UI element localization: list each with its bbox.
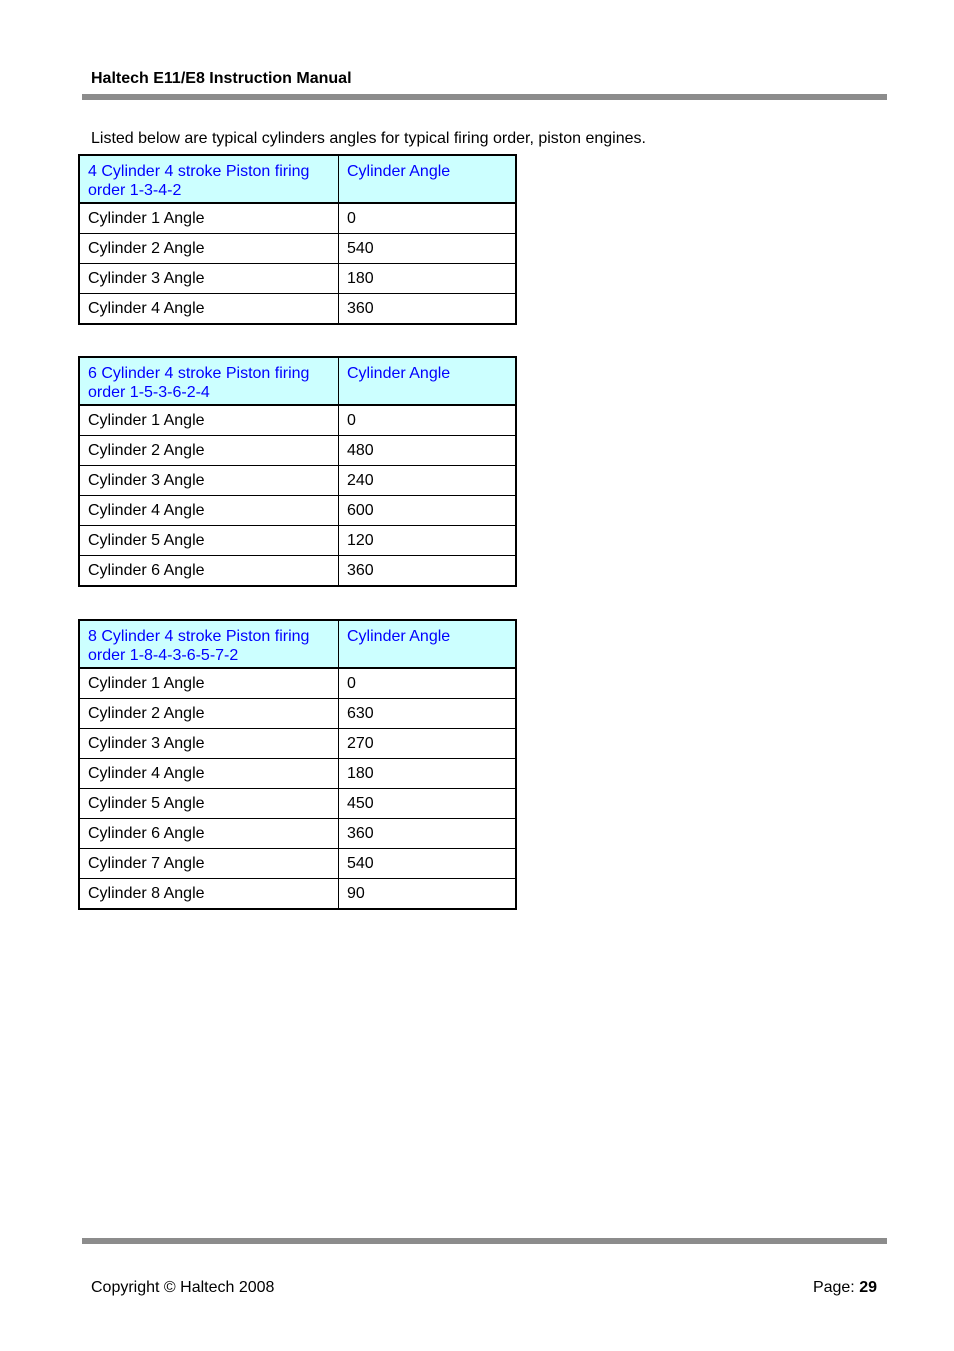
cylinder-angle-table-8cyl <box>78 619 517 910</box>
table-cell: 540 <box>339 234 517 264</box>
intro-paragraph: Listed below are typical cylinders angles for typical firing order, piston engines. <box>91 130 646 147</box>
table-row <box>79 729 516 759</box>
page-number: 29 <box>859 1279 877 1296</box>
table-cell: Cylinder 4 Angle <box>79 759 339 789</box>
table-cell: 450 <box>339 789 517 819</box>
table-row <box>79 699 516 729</box>
footer-page-indicator <box>813 1279 877 1297</box>
table-row <box>79 759 516 789</box>
table-cell: Cylinder 4 Angle <box>79 294 339 325</box>
table-cell: 0 <box>339 668 517 699</box>
table-cell: 270 <box>339 729 517 759</box>
table-cell: Cylinder 6 Angle <box>79 819 339 849</box>
table-cell: 120 <box>339 526 517 556</box>
table-cell: Cylinder 5 Angle <box>79 789 339 819</box>
table-cell: Cylinder 1 Angle <box>79 668 339 699</box>
table-row <box>79 234 516 264</box>
table-header-cell: Cylinder Angle <box>339 620 517 668</box>
table-header-row <box>79 155 516 203</box>
cylinder-angle-table-6cyl <box>78 356 517 587</box>
table-header-cell: Cylinder Angle <box>339 155 517 203</box>
table-row <box>79 849 516 879</box>
table-cell: Cylinder 8 Angle <box>79 879 339 910</box>
table-row <box>79 526 516 556</box>
table-cell: Cylinder 1 Angle <box>79 405 339 436</box>
table-row <box>79 668 516 699</box>
table-cell: Cylinder 7 Angle <box>79 849 339 879</box>
table-row <box>79 203 516 234</box>
table-cell: 180 <box>339 264 517 294</box>
table-cell: 360 <box>339 819 517 849</box>
table-cell: Cylinder 5 Angle <box>79 526 339 556</box>
table-row <box>79 405 516 436</box>
table-header-cell: Cylinder Angle <box>339 357 517 405</box>
page-label: Page: <box>812 1279 860 1296</box>
footer-rule <box>82 1238 887 1244</box>
table-row <box>79 264 516 294</box>
table-cell: Cylinder 1 Angle <box>79 203 339 234</box>
table-header-cell: 6 Cylinder 4 stroke Piston firing order 1-5-3-6-2-4 <box>79 357 339 405</box>
table-cell: 630 <box>339 699 517 729</box>
table-cell: 600 <box>339 496 517 526</box>
table-row <box>79 556 516 587</box>
table-cell: 240 <box>339 466 517 496</box>
table-header-cell: 8 Cylinder 4 stroke Piston firing order 1-8-4-3-6-5-7-2 <box>79 620 339 668</box>
footer-copyright: Copyright © Haltech 2008 <box>91 1279 275 1296</box>
table-cell: Cylinder 4 Angle <box>79 496 339 526</box>
table-cell: Cylinder 3 Angle <box>79 729 339 759</box>
document-header-title: Haltech E11/E8 Instruction Manual <box>91 70 352 87</box>
table-cell: 90 <box>339 879 517 910</box>
table-row <box>79 496 516 526</box>
table-cell: Cylinder 3 Angle <box>79 466 339 496</box>
table-cell: Cylinder 6 Angle <box>79 556 339 587</box>
table-cell: 360 <box>339 556 517 587</box>
table-cell: Cylinder 3 Angle <box>79 264 339 294</box>
table-cell: 540 <box>339 849 517 879</box>
table-cell: 0 <box>339 203 517 234</box>
table-header-cell: 4 Cylinder 4 stroke Piston firing order 1-3-4-2 <box>79 155 339 203</box>
table-cell: 0 <box>339 405 517 436</box>
table-cell: Cylinder 2 Angle <box>79 436 339 466</box>
table-cell: 360 <box>339 294 517 325</box>
table-cell: 180 <box>339 759 517 789</box>
table-cell: 480 <box>339 436 517 466</box>
table-row <box>79 879 516 910</box>
table-row <box>79 819 516 849</box>
cylinder-angle-table-4cyl <box>78 154 517 325</box>
table-cell: Cylinder 2 Angle <box>79 699 339 729</box>
table-header-row <box>79 357 516 405</box>
header-rule <box>82 94 887 100</box>
table-header-row <box>79 620 516 668</box>
table-row <box>79 466 516 496</box>
table-row <box>79 436 516 466</box>
table-row <box>79 789 516 819</box>
table-cell: Cylinder 2 Angle <box>79 234 339 264</box>
table-row <box>79 294 516 325</box>
